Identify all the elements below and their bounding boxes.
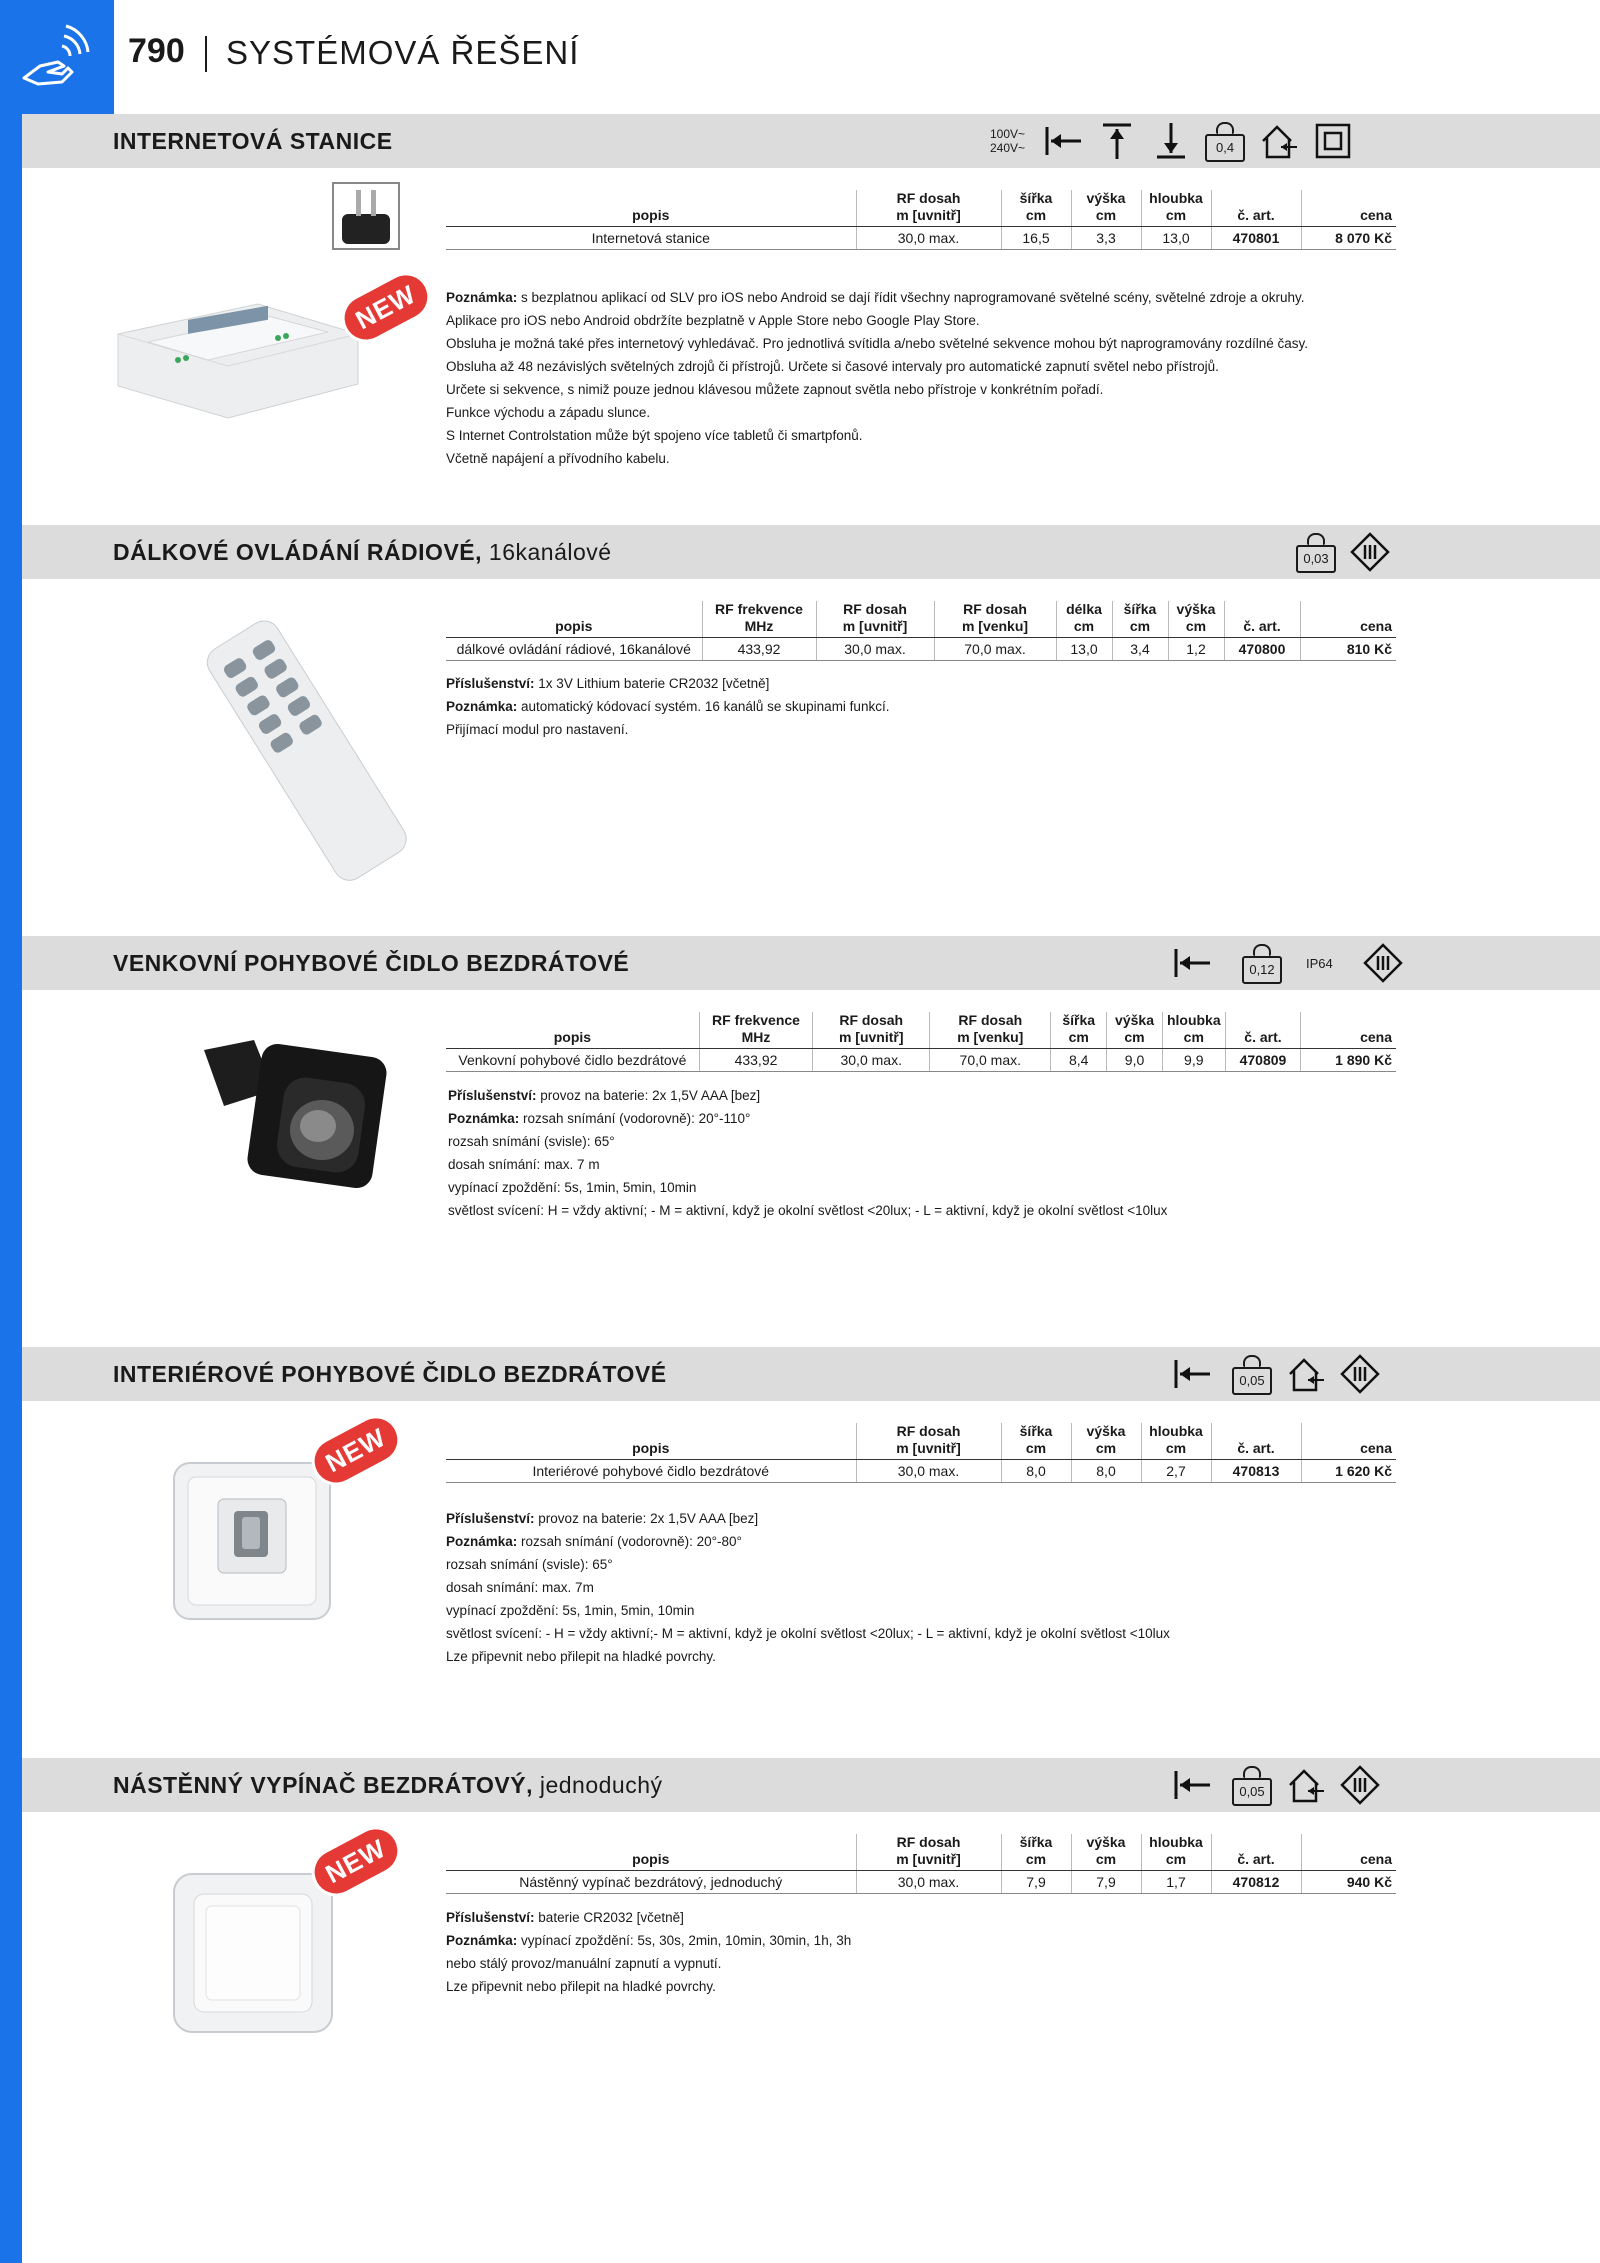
col-header: RF dosah m [uvnitř] (856, 1834, 1001, 1871)
spec-table (446, 1834, 1396, 1894)
table-header-row (446, 1423, 1396, 1460)
wireless-hand-icon (18, 22, 90, 90)
note-line: Poznámka: rozsah snímání (vodorovně): 20°-80° (446, 1534, 742, 1549)
note-line: S Internet Controlstation může být spojeno více tabletů či smartpfonů. (446, 428, 863, 443)
note-line: Příslušenství: 1x 3V Lithium baterie CR2032 [včetně] (446, 676, 770, 691)
col-header: délka cm (1056, 601, 1112, 638)
col-header: popis (446, 190, 856, 227)
col-header: šířka cm (1001, 1423, 1071, 1460)
col-header: č. art. (1225, 1012, 1301, 1049)
indoor-house-icon (1284, 1763, 1328, 1807)
col-header: cena (1300, 601, 1396, 638)
spec-icons (1170, 941, 1405, 985)
note-line: Aplikace pro iOS nebo Android obdržíte bezplatně v Apple Store nebo Google Play Store. (446, 313, 980, 328)
note-line: vypínací zpoždění: 5s, 1min, 5min, 10min (448, 1180, 697, 1195)
col-header: cena (1301, 1012, 1396, 1049)
table-row: dálkové ovládání rádiové, 16kanálové 433,92 30,0 max. 70,0 max. 13,0 3,4 1,2 470800 810 Kč (446, 638, 1396, 661)
note-line: Poznámka: rozsah snímání (vodorovně): 20°-110° (448, 1111, 751, 1126)
new-badge: NEW (337, 268, 435, 347)
note-line: rozsah snímání (svisle): 65° (446, 1557, 613, 1572)
col-header: hloubka cm (1162, 1012, 1225, 1049)
col-header: hloubka cm (1141, 1423, 1211, 1460)
col-header: RF dosah m [uvnitř] (856, 1423, 1001, 1460)
remote-control-image (196, 603, 426, 898)
col-header: RF dosah m [uvnitř] (856, 190, 1001, 227)
col-header: výška cm (1071, 190, 1141, 227)
table-header-row (446, 1834, 1396, 1871)
col-header: RF frekvence MHz (699, 1012, 812, 1049)
col-header: šířka cm (1001, 190, 1071, 227)
note-line: světlost svícení: - H = vždy aktivní;- M = aktivní, když je okolní světlost <20lux; - L = aktivní, když je okolní světlost <10lux (446, 1626, 1170, 1641)
wall-mount-icon (1170, 941, 1214, 985)
col-header: výška cm (1168, 601, 1224, 638)
spec-icons (1170, 1352, 1382, 1396)
left-accent-strip (0, 0, 22, 2263)
outdoor-sensor-image (194, 1030, 414, 1205)
voltage-label: 100V~ 240V~ (990, 127, 1026, 155)
section-title: NÁSTĚNNÝ VYPÍNAČ BEZDRÁTOVÝ, jednoduchý (113, 1772, 663, 1798)
col-header: RF dosah m [uvnitř] (816, 601, 934, 638)
brand-logo (0, 0, 114, 114)
note-line: Včetně napájení a přívodního kabelu. (446, 451, 670, 466)
col-header: výška cm (1071, 1423, 1141, 1460)
note-line: dosah snímání: max. 7 m (448, 1157, 600, 1172)
ip-rating: IP64 (1306, 955, 1333, 971)
note-line: vypínací zpoždění: 5s, 1min, 5min, 10min (446, 1603, 695, 1618)
note-line: Obsluha až 48 nezávislých světelných zdrojů či přístrojů. Určete si časové intervaly pro automatické zapnutí světel nebo přístrojů. (446, 359, 1219, 374)
wall-switch-image (172, 1872, 336, 2041)
ceiling-mount-icon (1095, 119, 1139, 163)
note-line: dosah snímání: max. 7m (446, 1580, 594, 1595)
note-line: Přijímací modul pro nastavení. (446, 722, 629, 737)
weight-icon: 0,12 (1240, 941, 1284, 985)
section-title: INTERNETOVÁ STANICE (113, 128, 393, 154)
col-header: č. art. (1211, 1423, 1301, 1460)
col-header: šířka cm (1051, 1012, 1107, 1049)
floor-mount-icon (1149, 119, 1193, 163)
section-title: INTERIÉROVÉ POHYBOVÉ ČIDLO BEZDRÁTOVÉ (113, 1361, 667, 1387)
weight-icon: 0,4 (1203, 119, 1247, 163)
new-badge: NEW (307, 1411, 405, 1490)
protection-class-iii-icon (1338, 1352, 1382, 1396)
col-header: popis (446, 1834, 856, 1871)
col-header: RF dosah m [venku] (934, 601, 1056, 638)
col-header: šířka cm (1112, 601, 1168, 638)
note-line: Obsluha je možná také přes internetový vyhledávač. Pro jednotlivá svítidla a/nebo světelné sekvence mohou být naprogramovány rozdílné časy. (446, 336, 1308, 351)
section-title: DÁLKOVÉ OVLÁDÁNÍ RÁDIOVÉ, 16kanálové (113, 539, 612, 565)
note-line: rozsah snímání (svisle): 65° (448, 1134, 615, 1149)
weight-icon: 0,05 (1230, 1763, 1274, 1807)
product-notes (446, 1507, 1170, 1668)
wall-mount-icon (1170, 1763, 1214, 1807)
col-header: cena (1301, 1423, 1396, 1460)
col-header: hloubka cm (1141, 190, 1211, 227)
col-header: cena (1301, 190, 1396, 227)
spec-icons (1170, 1763, 1382, 1807)
product-notes (446, 1906, 851, 1998)
col-header: cena (1301, 1834, 1396, 1871)
product-notes (446, 286, 1308, 470)
table-header-row (446, 190, 1396, 227)
spec-table (446, 190, 1396, 250)
col-header: č. art. (1211, 190, 1301, 227)
col-header: výška cm (1071, 1834, 1141, 1871)
spec-icons (1294, 530, 1392, 574)
note-line: nebo stálý provoz/manuální zapnutí a vypnutí. (446, 1956, 722, 1971)
indoor-sensor-image (172, 1461, 332, 1626)
col-header: RF dosah m [venku] (930, 1012, 1051, 1049)
spec-table (446, 1423, 1396, 1483)
note-line: Lze připevnit nebo přilepit na hladké povrchy. (446, 1649, 716, 1664)
table-header-row (446, 601, 1396, 638)
table-row: Internetová stanice 30,0 max. 16,5 3,3 13,0 470801 8 070 Kč (446, 227, 1396, 250)
note-line: Lze připevnit nebo přilepit na hladké povrchy. (446, 1979, 716, 1994)
col-header: popis (446, 1012, 699, 1049)
header-separator (205, 36, 207, 72)
table-row: Nástěnný vypínač bezdrátový, jednoduchý 30,0 max. 7,9 7,9 1,7 470812 940 Kč (446, 1871, 1396, 1894)
col-header: RF dosah m [uvnitř] (813, 1012, 930, 1049)
spec-table (446, 1012, 1396, 1072)
protection-class-iii-icon (1361, 941, 1405, 985)
weight-icon: 0,03 (1294, 530, 1338, 574)
page-number: 790 (128, 32, 185, 70)
note-line: Funkce východu a západu slunce. (446, 405, 651, 420)
indoor-house-icon (1257, 119, 1301, 163)
protection-class-icon (1311, 119, 1355, 163)
note-line: Určete si sekvence, s nimiž pouze jednou klávesou můžete zapnout světla nebo přístroje v konkrétním pořadí. (446, 382, 1104, 397)
spec-table (446, 601, 1396, 661)
note-line: Příslušenství: baterie CR2032 [včetně] (446, 1910, 684, 1925)
protection-class-iii-icon (1348, 530, 1392, 574)
wall-mount-icon (1041, 119, 1085, 163)
col-header: RF frekvence MHz (702, 601, 816, 638)
internet-station-image (108, 294, 368, 429)
note-line: Poznámka: vypínací zpoždění: 5s, 30s, 2min, 10min, 30min, 1h, 3h (446, 1933, 852, 1948)
note-line: světlost svícení: H = vždy aktivní; - M = aktivní, když je okolní světlost <20lux; - L = aktivní, když je okolní světlost <10lux (448, 1203, 1168, 1218)
protection-class-iii-icon (1338, 1763, 1382, 1807)
col-header: popis (446, 1423, 856, 1460)
note-line: Poznámka: automatický kódovací systém. 16 kanálů se skupinami funkcí. (446, 699, 890, 714)
spec-icons (990, 119, 1355, 163)
wall-mount-icon (1170, 1352, 1214, 1396)
table-row: Venkovní pohybové čidlo bezdrátové 433,92 30,0 max. 70,0 max. 8,4 9,0 9,9 470809 1 890 Kč (446, 1049, 1396, 1072)
col-header: č. art. (1211, 1834, 1301, 1871)
plug-thumbnail (332, 182, 400, 250)
table-header-row (446, 1012, 1396, 1049)
product-notes (446, 672, 889, 741)
col-header: hloubka cm (1141, 1834, 1211, 1871)
col-header: popis (446, 601, 702, 638)
page-title: SYSTÉMOVÁ ŘEŠENÍ (226, 34, 580, 71)
new-badge: NEW (307, 1822, 405, 1901)
col-header: šířka cm (1001, 1834, 1071, 1871)
note-line: Příslušenství: provoz na baterie: 2x 1,5V AAA [bez] (446, 1511, 759, 1526)
weight-icon: 0,05 (1230, 1352, 1274, 1396)
product-notes (448, 1084, 1167, 1222)
col-header: výška cm (1107, 1012, 1163, 1049)
note-line: Poznámka: s bezplatnou aplikací od SLV pro iOS nebo Android se dají řídit všechny naprogramované světelné scény, světelné zdroje a okruhy. (446, 290, 1305, 305)
note-line: Příslušenství: provoz na baterie: 2x 1,5V AAA [bez] (448, 1088, 761, 1103)
indoor-house-icon (1284, 1352, 1328, 1396)
section-title: VENKOVNÍ POHYBOVÉ ČIDLO BEZDRÁTOVÉ (113, 950, 630, 976)
table-row: Interiérové pohybové čidlo bezdrátové 30,0 max. 8,0 8,0 2,7 470813 1 620 Kč (446, 1460, 1396, 1483)
col-header: č. art. (1224, 601, 1300, 638)
